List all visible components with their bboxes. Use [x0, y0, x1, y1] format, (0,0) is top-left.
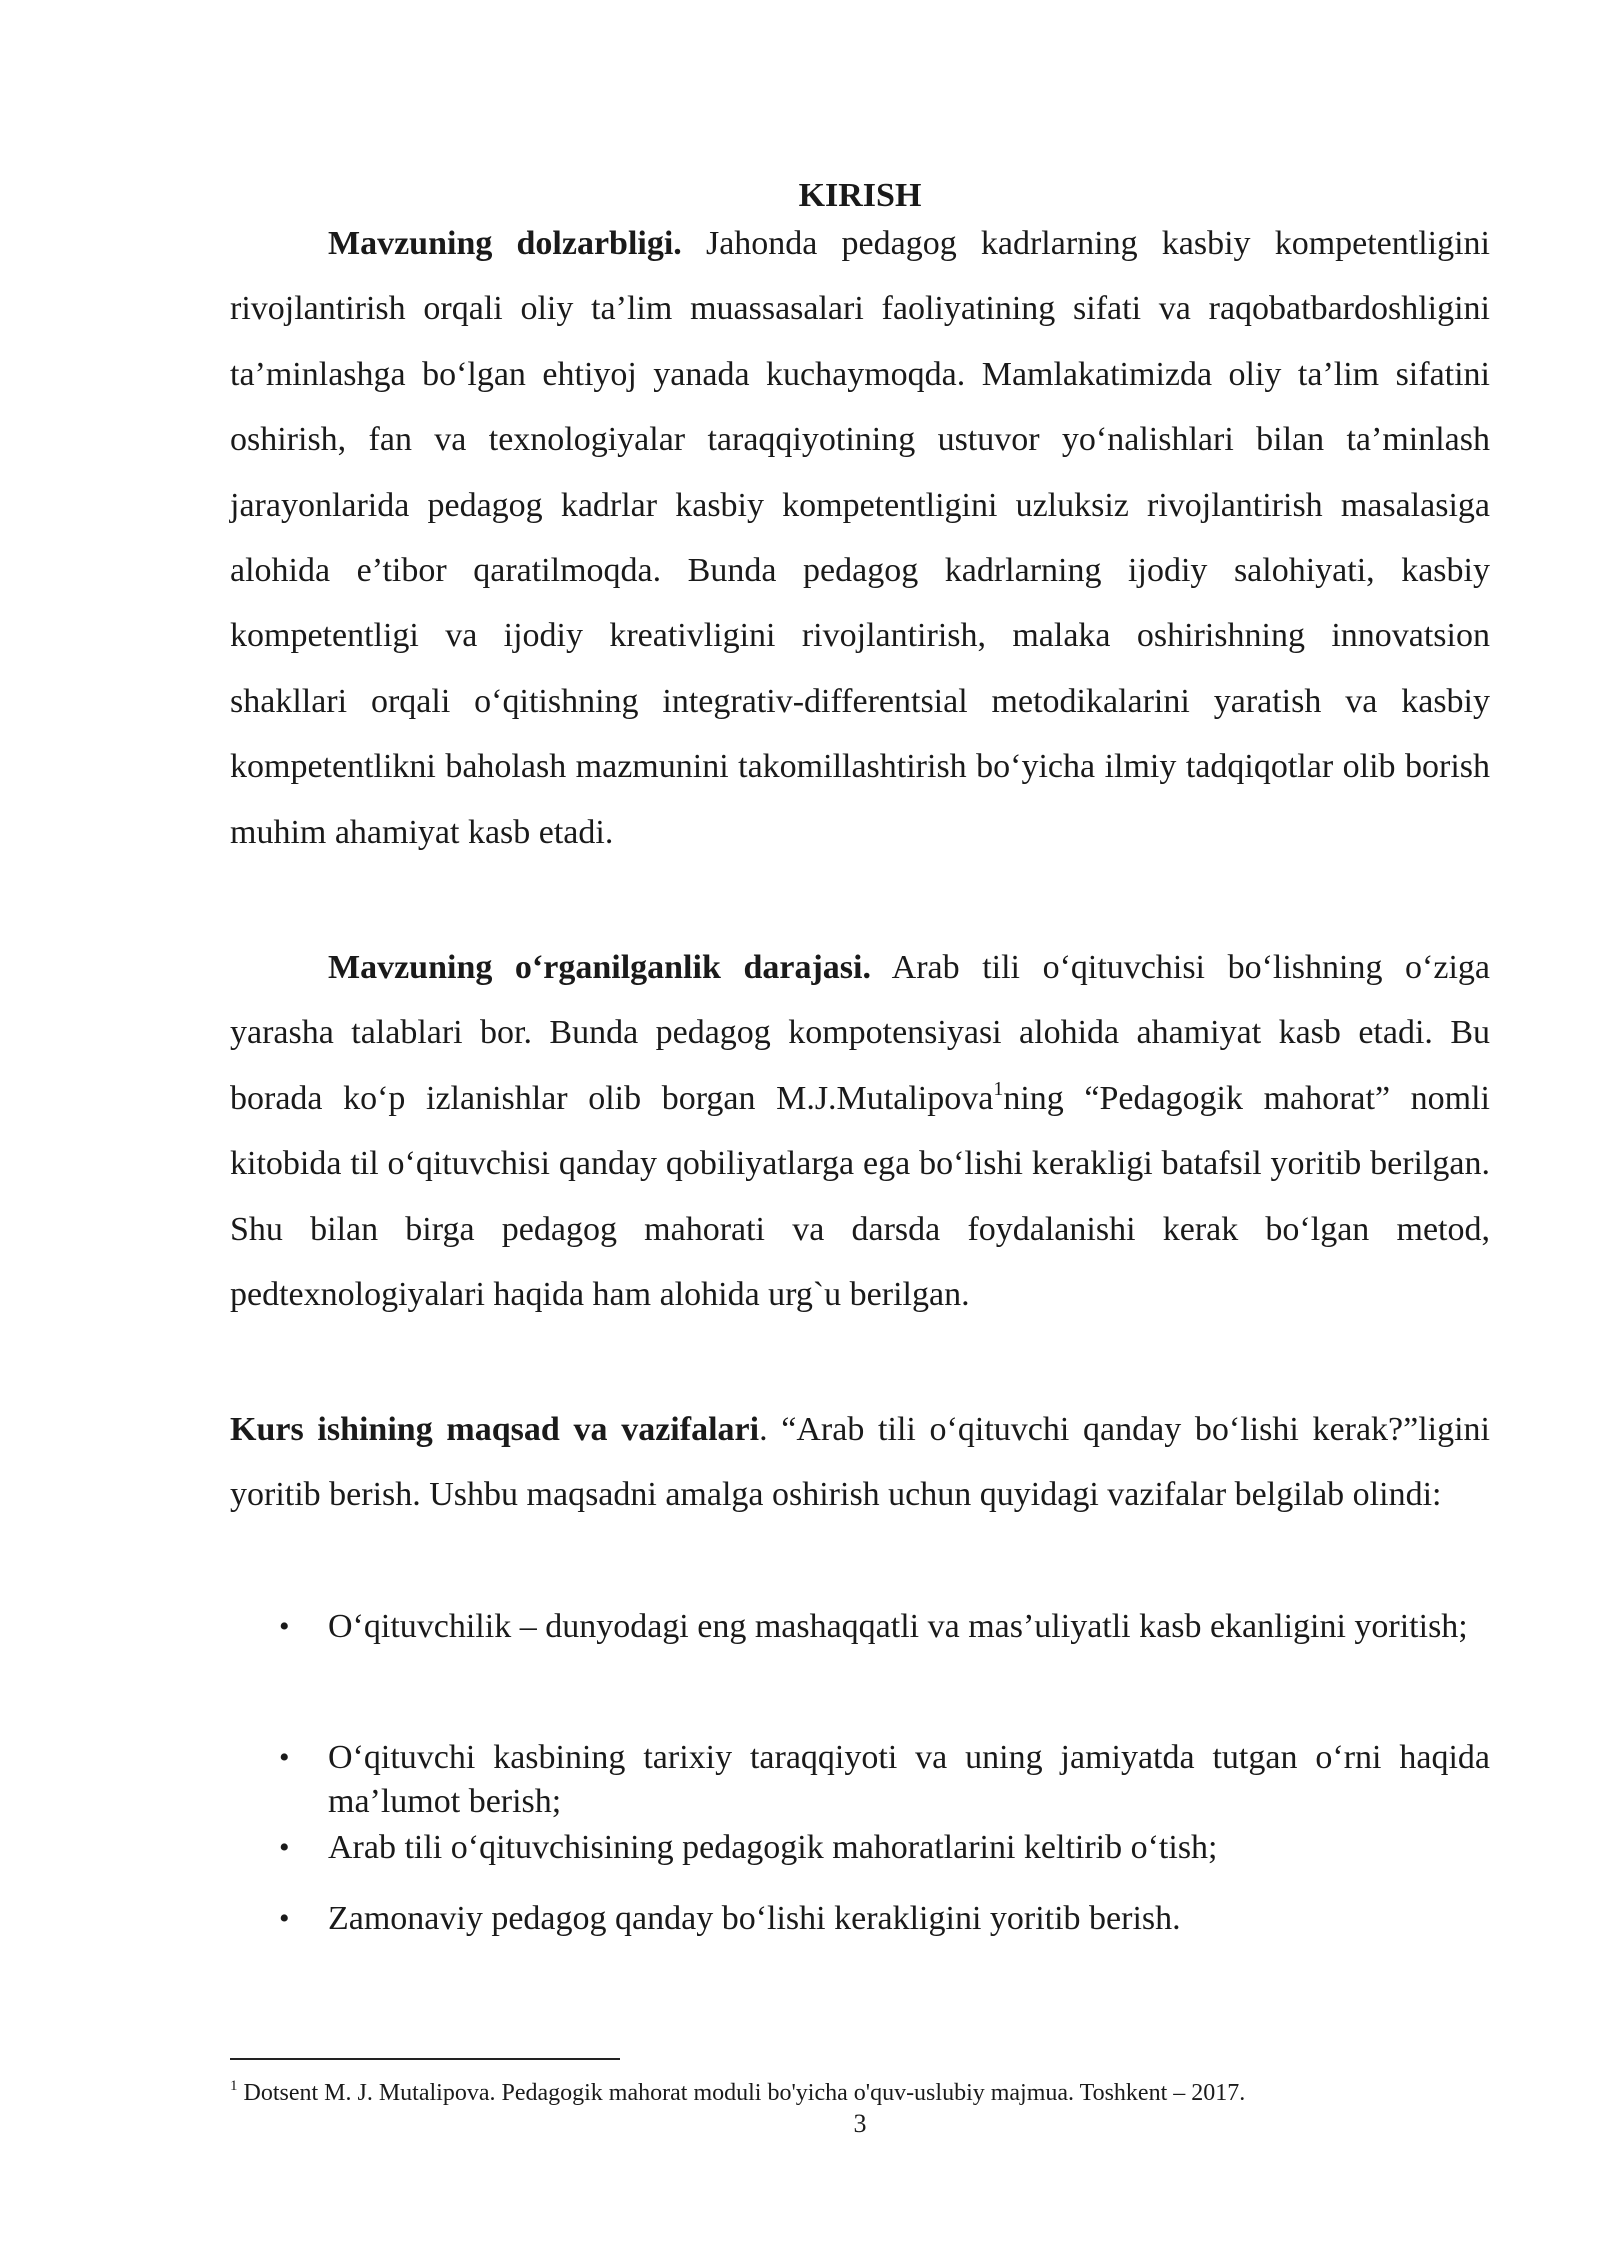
- text-goals: . “Arab tili o‘qituvchi qanday bo‘lishi kerak?”ligini yoritib berish. Ushbu maqsadni amalga oshirish uchun quyidagi vazifalar belgilab olindi:: [230, 1411, 1490, 1514]
- list-item: [230, 1826, 1490, 1870]
- bullet-icon: •: [279, 1831, 290, 1864]
- list-item-text: O‘qituvchi kasbining tarixiy taraqqiyoti va uning jamiyatda tutgan o‘rni haqida ma’lumot berish;: [328, 1739, 1490, 1820]
- list-item: [230, 1736, 1490, 1824]
- paragraph-goals: [230, 1397, 1490, 1528]
- tasks-list: [230, 1594, 1490, 1941]
- page-number: 3: [853, 2109, 867, 2138]
- paragraph-study-degree: [230, 935, 1490, 1327]
- section-title: KIRISH: [798, 177, 922, 214]
- footnote-reference[interactable]: 1: [993, 1077, 1004, 1100]
- list-item: [230, 1594, 1490, 1724]
- bullet-icon: •: [279, 1902, 290, 1935]
- list-item-text: O‘qituvchilik – dunyodagi eng mashaqqatli va mas’uliyatli kasb ekanligini yoritish;: [328, 1608, 1468, 1645]
- bullet-icon: •: [279, 1610, 290, 1643]
- list-item-text: Zamonaviy pedagog qanday bo‘lishi kerakligini yoritib berish.: [328, 1900, 1181, 1937]
- text-study-degree-after: ning “Pedagogik mahorat” nomli kitobida til o‘qituvchisi qanday qobiliyatlarga ega bo‘lishi kerakligi batafsil yoritib berilgan. Shu bilan birga pedagog mahorati va darsda foydalanishi kerak bo‘lgan metod, pedtexnologiyalari haqida ham alohida urg`u berilgan.: [230, 1079, 1490, 1314]
- footnote-mark: 1: [230, 2078, 238, 2094]
- heading-relevance: Mavzuning dolzarbligi.: [328, 225, 682, 262]
- bullet-icon: •: [279, 1741, 290, 1774]
- heading-study-degree: Mavzuning o‘rganilganlik darajasi.: [328, 949, 871, 986]
- list-item-text: Arab tili o‘qituvchisining pedagogik mahoratlarini keltirib o‘tish;: [328, 1829, 1218, 1866]
- list-item: [230, 1897, 1490, 1941]
- footnote: [230, 2078, 1490, 2108]
- heading-goals: Kurs ishining maqsad va vazifalari: [230, 1411, 760, 1448]
- text-relevance: Jahonda pedagog kadrlarning kasbiy kompetentligini rivojlantirish orqali oliy ta’lim muassasalari faoliyatining sifati va raqobatbardoshligini ta’minlashga bo‘lgan ehtiyoj yanada kuchaymoqda. Mamlakatimizda oliy ta’lim sifatini oshirish, fan va texnologiyalar taraqqiyotining ustuvor yo‘nalishlari bilan ta’minlash jarayonlarida pedagog kadrlar kasbiy kompetentligini uzluksiz rivojlantirish masalasiga alohida e’tibor qaratilmoqda. Bunda pedagog kadrlarning ijodiy salohiyati, kasbiy kompetentligi va ijodiy kreativligini rivojlantirish, malaka oshirishning innovatsion shakllari orqali o‘qitishning integrativ-differentsial metodikalarini yaratish va kasbiy kompetentlikni baholash mazmunini takomillashtirish bo‘yicha ilmiy tadqiqotlar olib borish muhim ahamiyat kasb etadi.: [230, 225, 1491, 851]
- footnote-text: Dotsent M. J. Mutalipova. Pedagogik mahorat moduli bo'yicha o'quv-uslubiy majmua. Toshkent – 2017.: [237, 2080, 1246, 2106]
- footnote-separator: [230, 2058, 620, 2060]
- paragraph-relevance: [230, 211, 1490, 865]
- text-study-degree-before: Arab tili o‘qituvchisi bo‘lishning o‘ziga yarasha talablari bor. Bunda pedagog kompotensiyasi alohida ahamiyat kasb etadi. Bu borada ko‘p izlanishlar olib borgan M.J.Mutalipova: [230, 949, 1491, 1117]
